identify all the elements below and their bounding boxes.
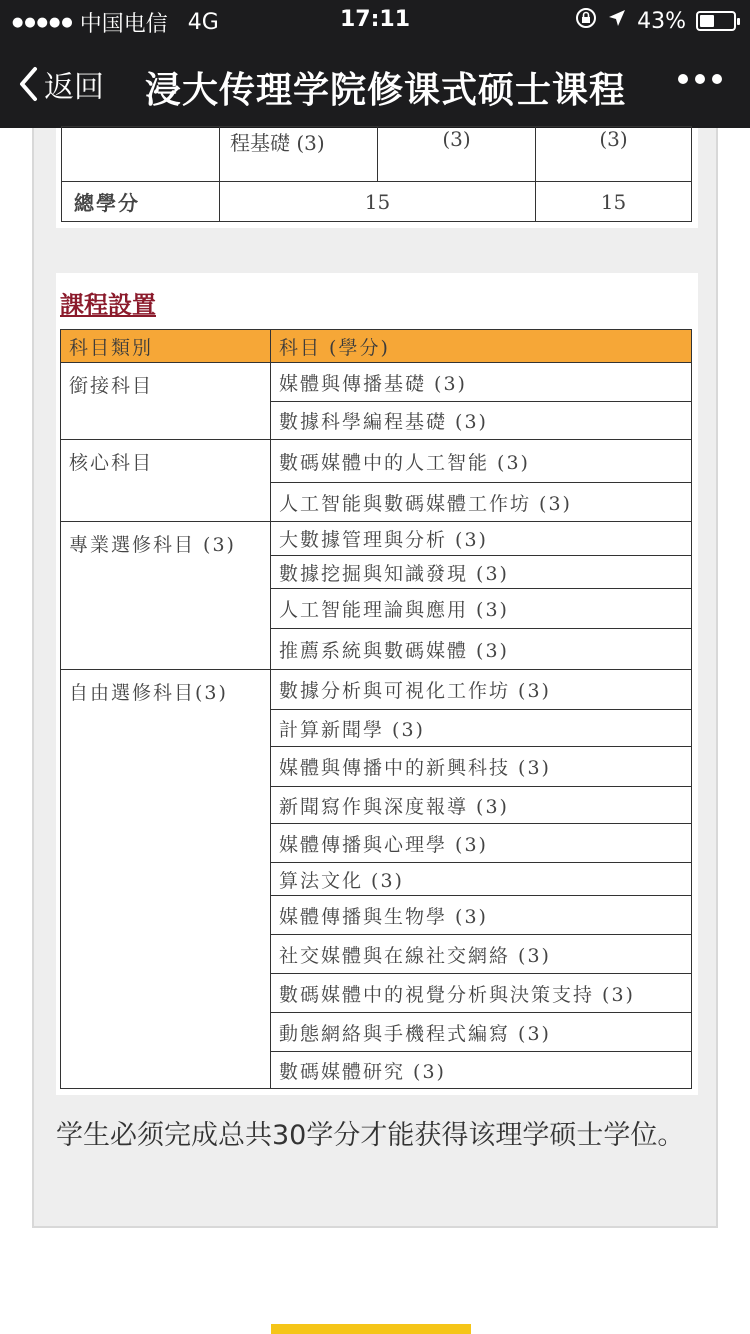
credit-table [61,126,692,222]
more-dot-icon [712,74,722,84]
course-cell: 動態網絡與手機程式編寫 (3) [271,1013,692,1052]
bottom-accent-bar [271,1324,471,1334]
course-cell: 社交媒體與在線社交網絡 (3) [271,935,692,974]
table-row [61,670,692,710]
nav-bar [0,40,750,128]
article-content [32,128,718,1228]
table-header-row [61,330,692,363]
course-cell: 數據挖掘與知識發現 (3) [271,556,692,589]
category-cell: 核心科目 [61,440,271,522]
battery-percentage: 43% [637,8,686,34]
more-dot-icon [678,74,688,84]
course-cell: 數據科學編程基礎 (3) [271,402,692,440]
table-cell: 程基礎 (3) [220,127,378,182]
course-table [60,329,692,1089]
category-cell: 自由選修科目(3) [61,670,271,1089]
course-cell: 新聞寫作與深度報導 (3) [271,787,692,824]
course-cell: 媒體與傳播中的新興科技 (3) [271,747,692,787]
rotation-lock-icon [575,7,597,35]
back-button[interactable] [18,62,104,106]
total-credits-value: 15 [536,182,692,222]
signal-strength-icon: ●●●●● [12,15,74,30]
credit-table-image [56,128,698,228]
column-header: 科目 (學分) [271,330,692,363]
course-cell: 推薦系統與數碼媒體 (3) [271,629,692,670]
column-header: 科目類別 [61,330,271,363]
table-row [61,440,692,483]
section-title: 課程設置 [60,290,156,319]
total-credits-label: 總學分 [62,182,220,222]
course-cell: 媒體與傳播基礎 (3) [271,363,692,402]
course-cell: 計算新聞學 (3) [271,710,692,747]
course-cell: 媒體傳播與心理學 (3) [271,824,692,863]
course-cell: 大數據管理與分析 (3) [271,522,692,556]
category-cell: 銜接科目 [61,363,271,440]
table-row [61,522,692,556]
category-cell: 專業選修科目 (3) [61,522,271,670]
chevron-left-icon [18,66,38,102]
course-cell: 數碼媒體研究 (3) [271,1052,692,1089]
course-cell: 數據分析與可視化工作坊 (3) [271,670,692,710]
more-menu-button[interactable] [678,74,722,84]
course-cell: 媒體傳播與生物學 (3) [271,896,692,935]
course-cell: 數碼媒體中的人工智能 (3) [271,440,692,483]
page-title: 浸大传理学院修课式硕士课程 [145,70,627,111]
footer-text: 学生必须完成总共30学分才能获得该理学硕士学位。 [56,1120,685,1151]
more-dot-icon [695,74,705,84]
course-cell: 數碼媒體中的視覺分析與決策支持 (3) [271,974,692,1013]
back-label: 返回 [44,70,104,105]
carrier-name: 中国电信 [79,12,168,37]
location-icon [607,8,627,34]
status-bar [0,0,750,40]
clock: 17:11 [339,7,411,32]
table-cell: (3) [536,127,692,182]
table-row [61,363,692,402]
course-cell: 人工智能理論與應用 (3) [271,589,692,629]
course-cell: 人工智能與數碼媒體工作坊 (3) [271,483,692,522]
network-type: 4G [187,10,219,35]
total-credits-value: 15 [220,182,536,222]
course-table-image [56,273,698,1095]
battery-icon [696,11,736,31]
table-cell: (3) [378,127,536,182]
course-cell: 算法文化 (3) [271,863,692,896]
